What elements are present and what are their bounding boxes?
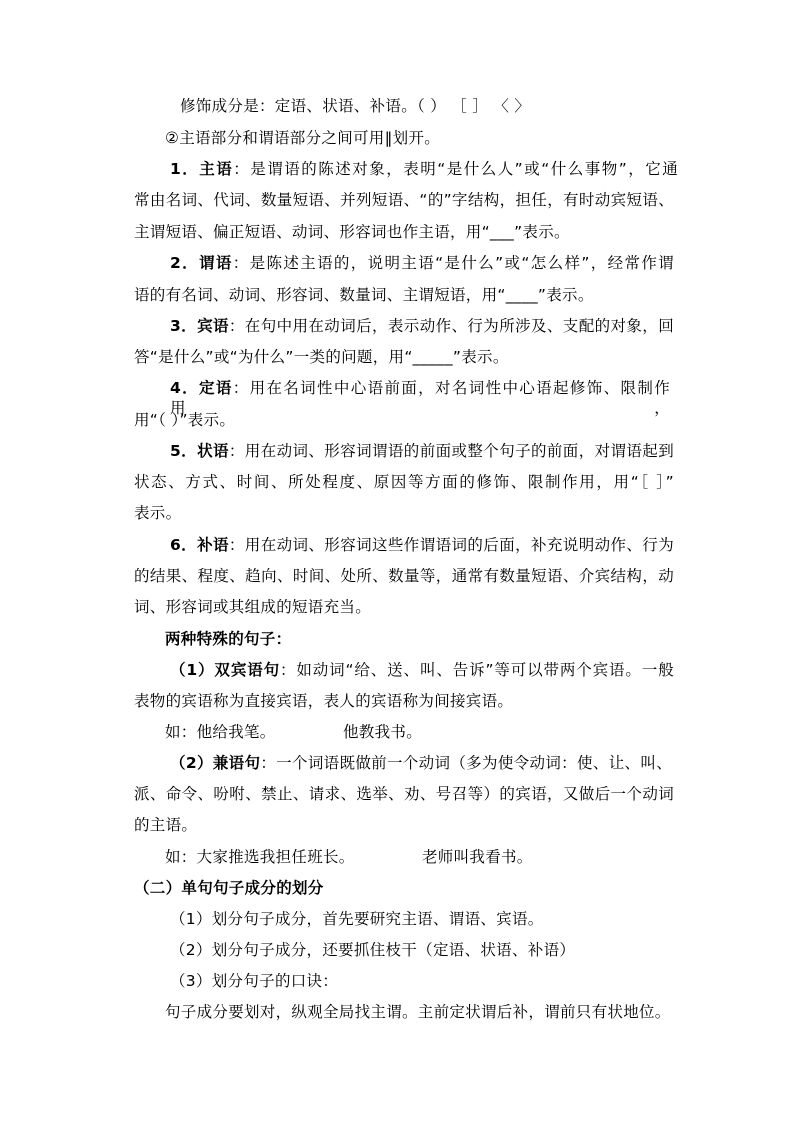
double-object-line-1	[170, 660, 674, 680]
pivotal-text-1: ：一个词语既做前一个动词（多为使令动词：使、让、叫、	[260, 754, 672, 772]
predicate-number: 2．	[170, 254, 200, 272]
attributive-number: 4．	[170, 379, 200, 397]
section-2-item-3: （3）划分句子的口诀：	[170, 972, 339, 990]
pivotal-label: （2）兼语句	[170, 754, 261, 772]
complement-line-1	[170, 535, 674, 555]
object-text-1: ：在句中用在动词后，表示动作、行为所涉及、支配的对象，回	[228, 317, 675, 335]
predicate-line-2: 语的有名词、动词、形容词、数量词、主谓短语，用“____”表示。	[134, 286, 594, 304]
adverbial-text-1: ：用在动词、形容词谓语的前面或整个句子的前面，对谓语起到	[228, 442, 675, 460]
attributive-term: 定语	[199, 379, 233, 397]
adverbial-number: 5．	[170, 442, 198, 460]
attributive-line-1	[170, 378, 670, 418]
predicate-line-1	[170, 253, 674, 273]
section-2-item-2: （2）划分句子成分，还要抓住枝干（定语、状语、补语）	[170, 941, 576, 959]
double-object-example-1: 如：他给我笔。	[165, 723, 276, 741]
attributive-text-1: ：用在名词性中心语前面，对名词性中心语起修饰、限制作用，	[170, 379, 670, 417]
object-line-2: 答“是什么”或“为什么”一类的问题，用“_____”表示。	[134, 348, 509, 366]
special-sentences-heading: 两种特殊的句子：	[165, 630, 292, 648]
section-2-item-1: （1）划分句子成分，首先要研究主语、谓语、宾语。	[170, 910, 544, 928]
subject-term: 主语	[199, 160, 234, 178]
adverbial-term: 状语	[197, 442, 229, 460]
modifiers-line: 修饰成分是：定语、状语、补语。（ ） ［ ］ 〈 〉	[180, 97, 531, 115]
subject-line-3: 主谓短语、偏正短语、动词、形容词也作主语，用“___”表示。	[134, 223, 570, 241]
complement-line-3: 词、形容词或其组成的短语充当。	[134, 598, 372, 616]
complement-term: 补语	[197, 536, 229, 554]
double-object-example-2: 他教我书。	[343, 723, 423, 741]
predicate-text-1: ：是陈述主语的，说明主语“是什么”或“怎么样”，经常作谓	[232, 254, 674, 272]
pivotal-line-2: 派、命令、吩咐、禁止、请求、选举、劝、号召等）的宾语，又做后一个动词	[134, 785, 674, 803]
pivotal-example-1: 如：大家推选我担任班长。	[165, 848, 355, 866]
adverbial-line-1	[170, 441, 674, 461]
attributive-line-2: 用“（ ）”表示。	[134, 411, 236, 429]
subject-line-2: 常由名词、代词、数量短语、并列短语、“的”字结构，担任，有时动宾短语、	[134, 191, 674, 209]
object-number: 3．	[170, 317, 198, 335]
object-term: 宾语	[197, 317, 229, 335]
double-object-text-1: ：如动词“给、送、叫、告诉”等可以带两个宾语。一般	[279, 661, 675, 679]
object-line-1	[170, 316, 674, 336]
pivotal-example-2: 老师叫我看书。	[422, 848, 533, 866]
complement-text-1: ：用在动词、形容词这些作谓语词的后面，补充说明动作、行为	[228, 536, 675, 554]
divider-rule-line: ②主语部分和谓语部分之间可用‖划开。	[165, 129, 441, 147]
complement-number: 6．	[170, 536, 198, 554]
adverbial-line-2: 状态、方式、时间、所处程度、原因等方面的修饰、限制作用，用“［ ］”	[134, 473, 674, 491]
subject-text-1: ：是谓语的陈述对象，表明“是什么人”或“什么事物”，它通	[233, 160, 679, 178]
mnemonic-line: 句子成分要划对，纵观全局找主谓。主前定状谓后补，谓前只有状地位。	[165, 1003, 671, 1021]
complement-line-2: 的结果、程度、趋向、时间、处所、数量等，通常有数量短语、介宾结构，动	[134, 567, 674, 585]
pivotal-line-1	[170, 753, 672, 773]
subject-number: 1．	[170, 160, 200, 178]
double-object-label: （1）双宾语句	[170, 661, 280, 679]
subject-line-1	[170, 159, 678, 179]
double-object-line-2: 表物的宾语称为直接宾语，表人的宾语称为间接宾语。	[134, 692, 514, 710]
section-2-heading: （二）单句句子成分的划分	[134, 879, 324, 897]
adverbial-line-3: 表示。	[134, 504, 182, 522]
predicate-term: 谓语	[199, 254, 233, 272]
pivotal-line-3: 的主语。	[134, 816, 198, 834]
